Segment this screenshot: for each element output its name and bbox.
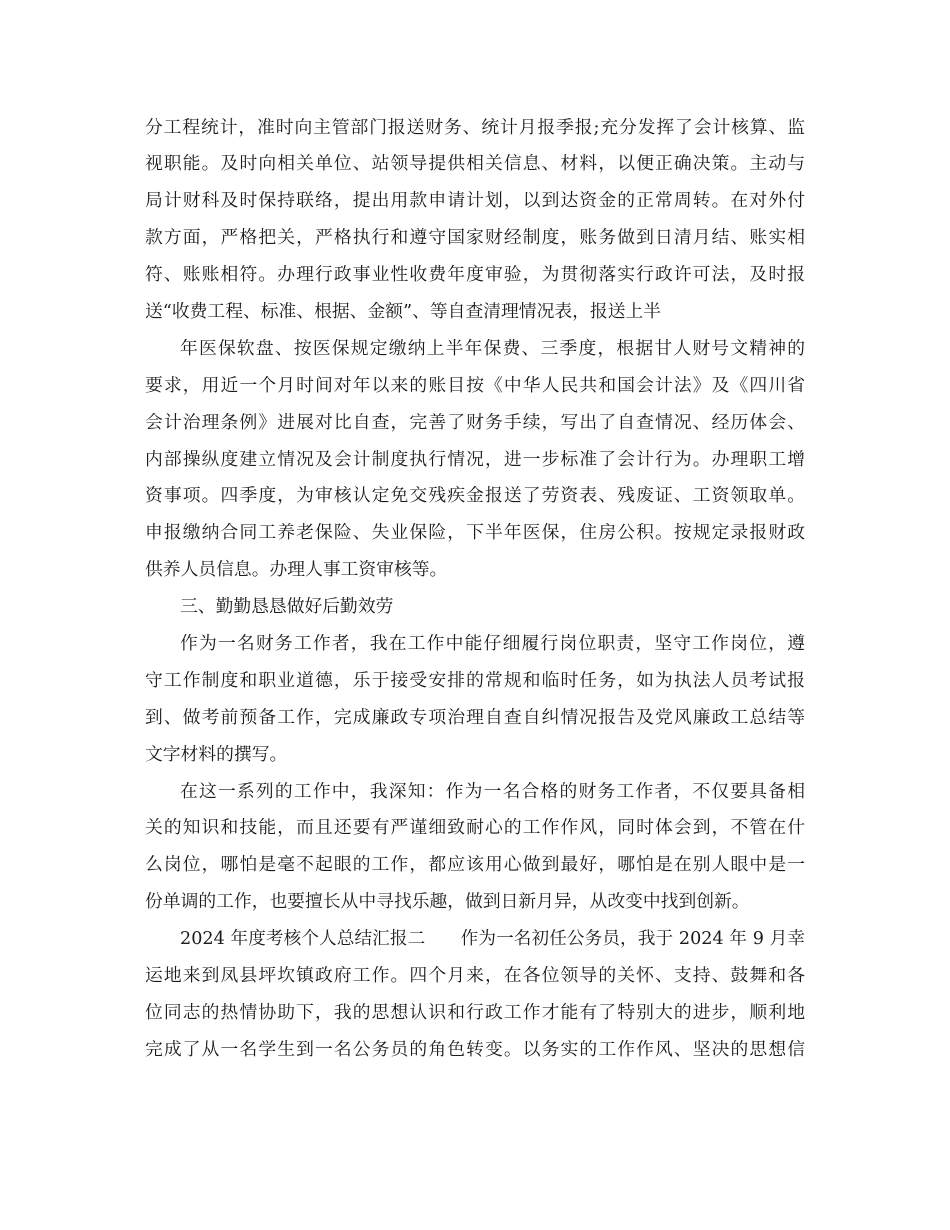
paragraph-first-line: 年医保软盘、按医保规定缴纳上半年保费、三季度，根据甘人财号文精神的 xyxy=(180,338,805,359)
text-line: 守工作制度和职业道德，乐于接受安排的常规和临时任务，如为执法人员考试报 xyxy=(145,670,805,691)
text-line: 资事项。四季度，为审核认定免交残疾金报送了劳资表、残废证、工资领取单。 xyxy=(145,485,805,506)
text-line: 完成了从一名学生到一名公务员的角色转变。以务实的工作作风、坚决的思想信 xyxy=(145,1039,805,1060)
text-line: 申报缴纳合同工养老保险、失业保险，下半年医保，住房公积。按规定录报财政 xyxy=(145,522,805,543)
text-line: 位同志的热情协助下，我的思想认识和行政工作才能有了特别大的进步，顺利地 xyxy=(145,1002,805,1023)
section-heading: 三、勤勤恳恳做好后勤效劳 xyxy=(180,596,394,617)
text-line: 关的知识和技能，而且还要有严谨细致耐心的工作作风，同时体会到，不管在什 xyxy=(145,817,805,838)
text-line: 要求，用近一个月时间对年以来的账目按《中华人民共和国会计法》及《四川省 xyxy=(145,375,805,396)
text-line: 文字材料的撰写。 xyxy=(145,744,288,765)
paragraph-first-line: 作为一名财务工作者，我在工作中能仔细履行岗位职责，坚守工作岗位，遵 xyxy=(180,633,805,654)
text-line: 视职能。及时向相关单位、站领导提供相关信息、材料，以便正确决策。主动与 xyxy=(145,153,805,174)
text-line: 款方面，严格把关，严格执行和遵守国家财经制度，账务做到日清月结、账实相 xyxy=(145,227,805,248)
text-line: 分工程统计，准时向主管部门报送财务、统计月报季报;充分发挥了会计核算、监 xyxy=(145,117,805,138)
paragraph-first-line: 在这一系列的工作中，我深知：作为一名合格的财务工作者，不仅要具备相 xyxy=(180,781,805,802)
text-line: 到、做考前预备工作，完成廉政专项治理自查自纠情况报告及党风廉政工总结等 xyxy=(145,707,805,728)
text-line: 供养人员信息。办理人事工资审核等。 xyxy=(145,559,448,580)
text-line: 局计财科及时保持联络，提出用款申请计划，以到达资金的正常周转。在对外付 xyxy=(145,190,805,211)
text-line: 运地来到凤县坪坎镇政府工作。四个月来，在各位领导的关怀、支持、鼓舞和各 xyxy=(145,965,805,986)
text-line: 内部操纵度建立情况及会计制度执行情况，进一步标准了会计行为。办理职工增 xyxy=(145,449,805,470)
text-line: 么岗位，哪怕是毫不起眼的工作，都应该用心做到最好，哪怕是在别人眼中是一 xyxy=(145,854,805,875)
paragraph-first-line: 2024 年度考核个人总结汇报二 作为一名初任公务员，我于 2024 年 9 月幸 xyxy=(180,929,805,949)
text-line: 会计治理条例》进展对比自查，完善了财务手续，写出了自查情况、经历体会、 xyxy=(145,412,805,433)
text-line: 份单调的工作，也要擅长从中寻找乐趣，做到日新月异，从改变中找到创新。 xyxy=(145,891,750,912)
text-line: 送“收费工程、标准、根据、金额”、等自查清理情况表，报送上半 xyxy=(145,301,662,322)
text-line: 符、账账相符。办理行政事业性收费年度审验，为贯彻落实行政许可法，及时报 xyxy=(145,264,805,285)
